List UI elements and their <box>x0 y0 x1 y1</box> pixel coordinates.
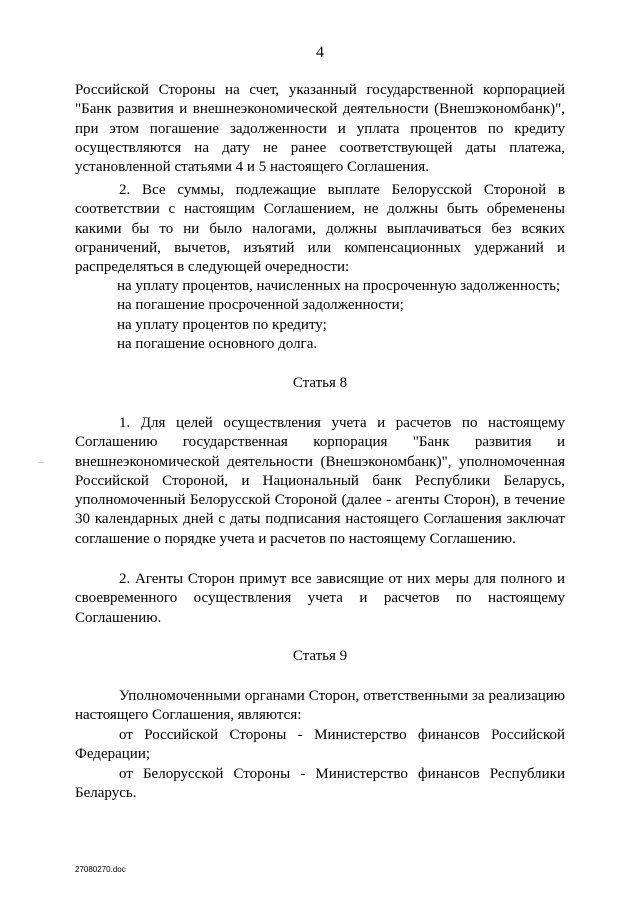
article-8-paragraph-1: 1. Для целей осуществления учета и расчетов по настоящему Соглашению государственная корпорация "Банк развития и внешнеэкономической деятельности (Внешэкономбанк)", уполномоченная Российской Стороной, и Национальный банк Республики Беларусь, уполномоченный Белорусской Стороной (далее - агенты Сторон), в течение 30 календарных дней с даты подписания настоящего Соглашения заключат соглашение о порядке учета и расчетов по настоящему Соглашению. <box>75 415 565 547</box>
list-item: на погашение просроченной задолженности; <box>117 297 404 314</box>
article-9-paragraph-3: от Белорусской Стороны - Министерство финансов Республики Беларусь. <box>75 766 565 802</box>
article-9-paragraph-2: от Российской Стороны - Министерство финансов Российской Федерации; <box>75 727 565 763</box>
priority-list <box>117 277 577 354</box>
footer-filename: 27080270.doc <box>75 865 126 874</box>
article-8-heading: Статья 8 <box>292 375 348 391</box>
list-item: на уплату процентов, начисленных на просроченную задолженность; <box>117 278 561 294</box>
article-9-paragraph-1: Уполномоченными органами Сторон, ответственными за реализацию настоящего Соглашения, являются: <box>75 688 565 724</box>
article-8-paragraph-2: 2. Агенты Сторон примут все зависящие от них меры для полного и своевременного осуществления учета и расчетов по настоящему Соглашению. <box>75 571 565 626</box>
page-number: 4 <box>316 44 324 61</box>
list-item: на уплату процентов по кредиту; <box>117 316 327 333</box>
margin-mark: ... <box>38 456 44 465</box>
paragraph-continuation: Российской Стороны на счет, указанный государственной корпорацией "Банк развития и внешнеэкономической деятельности (Внешэкономбанк)", при этом погашение задолженности и уплата процентов по кредиту осуществляются на дату не ранее соответствующей даты платежа, установленной статьями 4 и 5 настоящего Соглашения. <box>75 82 565 176</box>
paragraph-clause-2: 2. Все суммы, подлежащие выплате Белорусской Стороной в соответствии с настоящим Соглашением, не должны быть обременены какими бы то ни было налогами, должны выплачиваться без всяких ограничений, вычетов, изъятий или компенсационных удержаний и распределяться в следующей очередности: <box>75 182 565 276</box>
list-item: на погашение основного долга. <box>117 335 318 352</box>
article-9-heading: Статья 9 <box>292 648 348 664</box>
